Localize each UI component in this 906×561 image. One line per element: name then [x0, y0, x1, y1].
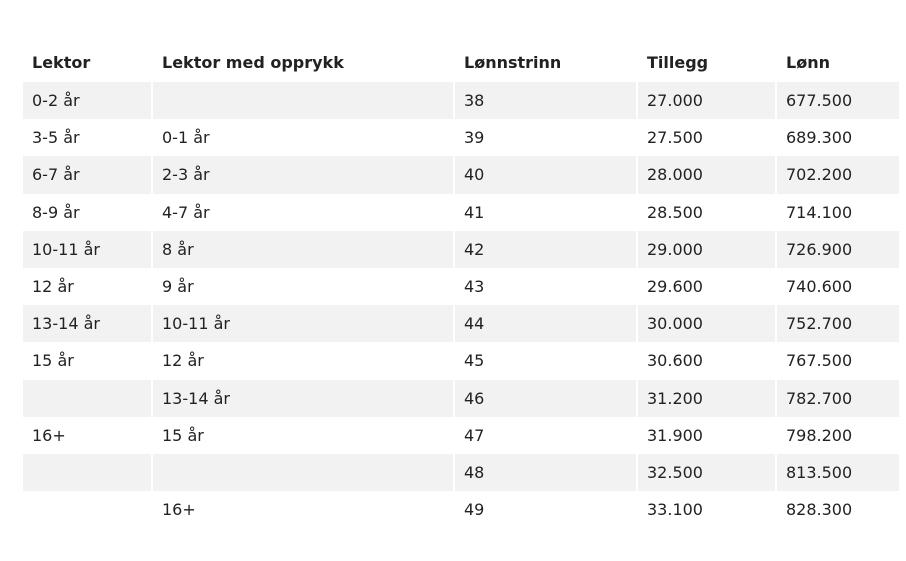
cell-lektor-med-opprykk: 15 år [162, 425, 204, 445]
cell-lektor: 6-7 år [23, 156, 151, 193]
table-row [23, 231, 891, 268]
cell-lektor: 0-2 år [23, 82, 151, 119]
cell-tillegg: 29.600 [647, 276, 703, 296]
header-lonnstrinn: Lønnstrinn [464, 53, 562, 72]
header-lonn: Lønn [786, 53, 830, 72]
cell-lektor-med-opprykk: 4-7 år [162, 202, 210, 222]
cell-lektor-med-opprykk [153, 82, 453, 119]
cell-lonnstrinn: 42 [455, 231, 636, 268]
cell-lektor: 16+ [32, 425, 66, 445]
cell-lektor: 12 år [32, 276, 74, 296]
cell-lektor: 8-9 år [32, 202, 80, 222]
cell-lonn: 689.300 [786, 128, 853, 148]
cell-tillegg: 27.500 [647, 128, 703, 148]
header-tillegg: Tillegg [647, 53, 709, 72]
cell-lonnstrinn: 43 [464, 276, 485, 296]
table-row [23, 380, 891, 417]
cell-lonnstrinn: 47 [464, 425, 485, 445]
cell-lonnstrinn: 45 [464, 351, 485, 371]
cell-lonnstrinn: 40 [455, 156, 636, 193]
cell-tillegg: 32.500 [638, 454, 775, 491]
cell-lonn: 702.200 [777, 156, 899, 193]
cell-lektor: 15 år [32, 351, 74, 371]
cell-tillegg: 29.000 [638, 231, 775, 268]
cell-lektor-med-opprykk: 9 år [162, 276, 194, 296]
cell-lonnstrinn: 49 [464, 500, 485, 520]
cell-tillegg: 30.000 [638, 305, 775, 342]
cell-lektor-med-opprykk: 16+ [162, 500, 196, 520]
salary-table [23, 44, 891, 528]
cell-tillegg: 31.900 [647, 425, 703, 445]
cell-lektor-med-opprykk: 12 år [162, 351, 204, 371]
cell-tillegg: 33.100 [647, 500, 703, 520]
cell-lonn: 782.700 [777, 380, 899, 417]
cell-lektor [23, 454, 151, 491]
cell-tillegg: 28.000 [638, 156, 775, 193]
cell-tillegg: 28.500 [647, 202, 703, 222]
cell-lektor: 3-5 år [32, 128, 80, 148]
table-row [23, 491, 891, 528]
header-lektor: Lektor [32, 53, 91, 72]
cell-lektor-med-opprykk: 13-14 år [153, 380, 453, 417]
table-row [23, 454, 891, 491]
cell-lonn: 767.500 [786, 351, 853, 371]
cell-lektor-med-opprykk: 10-11 år [153, 305, 453, 342]
cell-lonnstrinn: 41 [464, 202, 485, 222]
table-row [23, 342, 891, 379]
cell-tillegg: 31.200 [638, 380, 775, 417]
table-row [23, 417, 891, 454]
cell-lonn: 726.900 [777, 231, 899, 268]
table-row [23, 119, 891, 156]
table-row [23, 156, 891, 193]
cell-lektor: 10-11 år [23, 231, 151, 268]
cell-lonnstrinn: 38 [455, 82, 636, 119]
table-row [23, 268, 891, 305]
table-row [23, 82, 891, 119]
cell-tillegg: 27.000 [638, 82, 775, 119]
cell-lonnstrinn: 46 [455, 380, 636, 417]
cell-lonn: 740.600 [786, 276, 853, 296]
cell-lektor [23, 491, 151, 528]
cell-lonn: 752.700 [777, 305, 899, 342]
cell-lonn: 828.300 [786, 500, 853, 520]
cell-lonnstrinn: 44 [455, 305, 636, 342]
cell-tillegg: 30.600 [647, 351, 703, 371]
cell-lektor-med-opprykk: 2-3 år [153, 156, 453, 193]
cell-lonn: 798.200 [786, 425, 853, 445]
cell-lonn: 714.100 [786, 202, 853, 222]
cell-lektor-med-opprykk: 0-1 år [162, 128, 210, 148]
table-row [23, 194, 891, 231]
cell-lonnstrinn: 48 [455, 454, 636, 491]
cell-lektor: 13-14 år [23, 305, 151, 342]
header-lektor-med-opprykk: Lektor med opprykk [162, 53, 344, 72]
cell-lonn: 677.500 [777, 82, 899, 119]
cell-lonn: 813.500 [777, 454, 899, 491]
table-row [23, 305, 891, 342]
cell-lektor-med-opprykk: 8 år [153, 231, 453, 268]
cell-lektor [23, 380, 151, 417]
cell-lektor-med-opprykk [153, 454, 453, 491]
table-header-row [23, 44, 891, 82]
cell-lonnstrinn: 39 [464, 128, 485, 148]
